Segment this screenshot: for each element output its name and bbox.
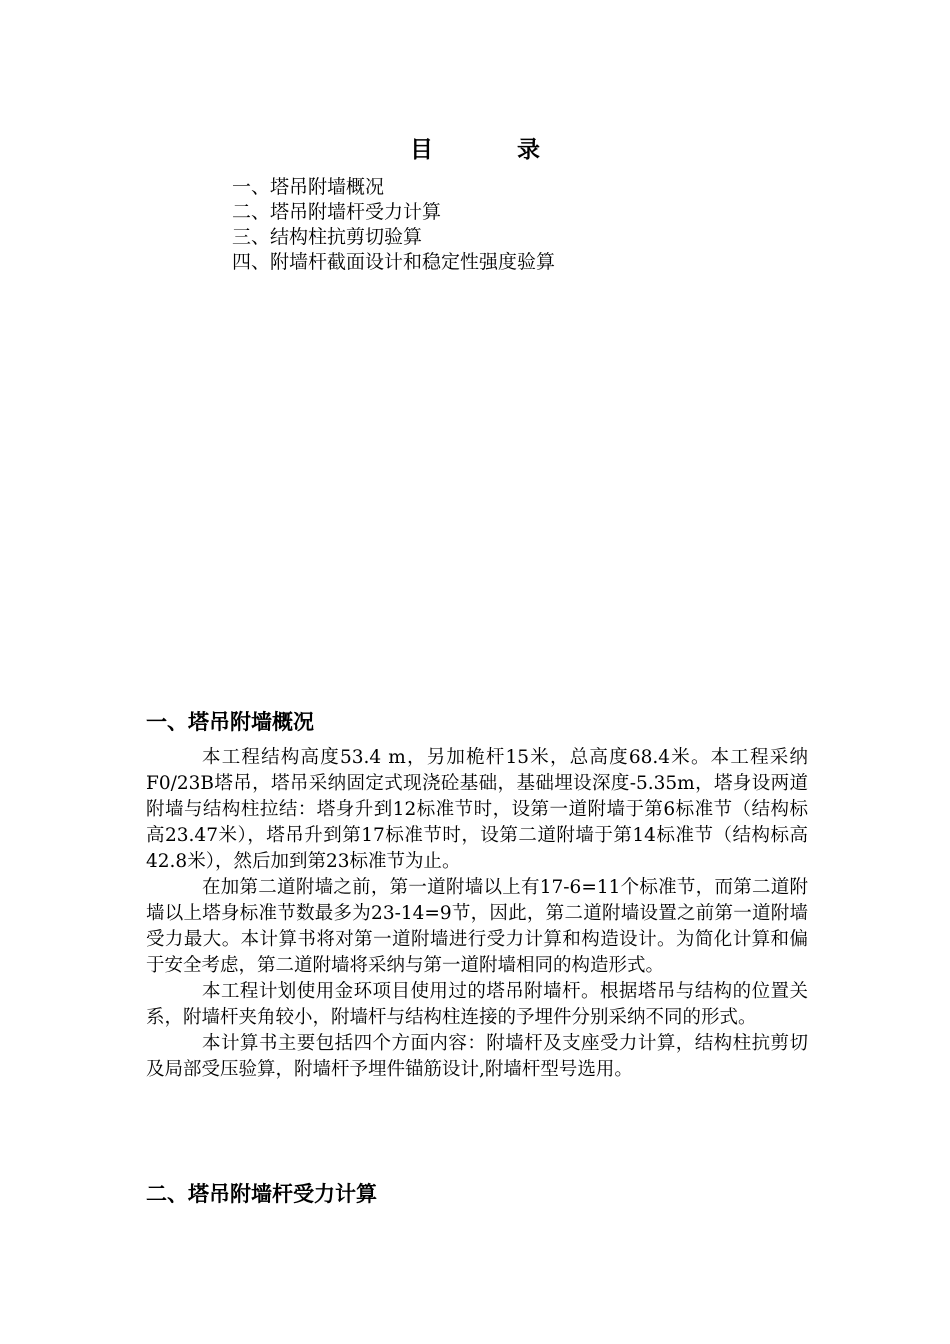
toc-list — [232, 175, 555, 275]
toc-item: 二、塔吊附墙杆受力计算 — [232, 201, 442, 223]
paragraph: 本计算书主要包括四个方面内容：附墙杆及支座受力计算，结构柱抗剪切及局部受压验算，附墙杆予埋件锚筋设计,附墙杆型号选用。 — [146, 1033, 808, 1080]
section-heading-force-calc: 二、塔吊附墙杆受力计算 — [146, 1181, 377, 1206]
paragraph: 本工程计划使用金环项目使用过的塔吊附墙杆。根据塔吊与结构的位置关系，附墙杆夹角较小，附墙杆与结构柱连接的予埋件分别采纳不同的形式。 — [146, 981, 808, 1028]
toc-item: 四、附墙杆截面设计和稳定性强度验算 — [232, 251, 556, 273]
toc-item: 三、结构柱抗剪切验算 — [232, 226, 423, 248]
toc-title: 目 录 — [409, 136, 578, 163]
paragraph: 在加第二道附墙之前，第一道附墙以上有17-6=11个标准节，而第二道附墙以上塔身标准节数最多为23-14=9节，因此，第二道附墙设置之前第一道附墙受力最大。本计算书将对第一道附墙进行受力计算和构造设计。为简化计算和偏于安全考虑，第二道附墙将采纳与第一道附墙相同的构造形式。 — [146, 877, 808, 976]
toc-item: 一、塔吊附墙概况 — [232, 176, 385, 198]
section-body-overview — [146, 745, 808, 1083]
section-heading-overview: 一、塔吊附墙概况 — [146, 709, 314, 734]
paragraph: 本工程结构高度53.4 m，另加桅杆15米，总高度68.4米。本工程采纳F0/23B塔吊，塔吊采纳固定式现浇砼基础，基础埋设深度-5.35m，塔身设两道附墙与结构柱拉结：塔身升到12标准节时，设第一道附墙于第6标准节（结构标高23.47米），塔吊升到第17标准节时，设第二道附墙于第14标准节（结构标高42.8米），然后加到第23标准节为止。 — [146, 747, 808, 872]
